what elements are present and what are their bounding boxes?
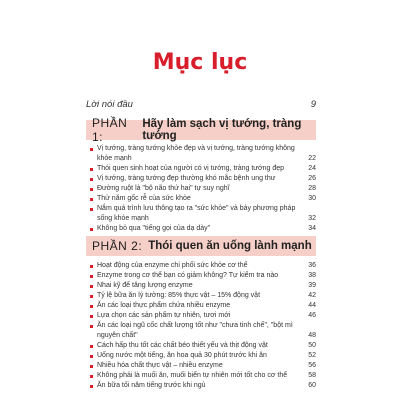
item-page: 46	[308, 312, 316, 319]
item-text: Enzyme trong cơ thể bạn có giảm không? Tự kiểm tra nào	[97, 272, 279, 279]
item-page: 44	[308, 302, 316, 309]
item-page: 58	[308, 372, 316, 379]
list-item	[90, 144, 316, 164]
item-page: 26	[308, 175, 316, 182]
item-page: 52	[308, 352, 316, 359]
part-1-list	[90, 144, 316, 234]
list-item	[90, 301, 316, 311]
list-item	[90, 204, 316, 224]
item-text: Cách hấp thu tốt các chất béo thiết yếu và thịt động vật	[97, 342, 268, 349]
item-page: 36	[308, 262, 316, 269]
list-item	[90, 261, 316, 271]
item-text: Nhiều hóa chất thực vật – nhiều enzyme	[97, 362, 223, 369]
list-item	[90, 174, 316, 184]
item-text: Vị tướng, tràng tướng khỏe đẹp và vị tướng, tràng tướng không khỏe mạnh	[97, 145, 295, 162]
item-text: Uống nước một tiếng, ăn hoa quả 30 phút trước khi ăn	[97, 352, 267, 359]
item-text: Thói quen sinh hoạt của người có vị tướng, tràng tướng đẹp	[97, 165, 284, 172]
intro-page-number: 9	[310, 99, 316, 110]
item-page: 56	[308, 362, 316, 369]
item-text: Vị tướng, tràng tướng đẹp thường khó mắc bệnh ung thư	[97, 175, 276, 182]
item-text: Thử năm gốc rễ của sức khỏe	[97, 195, 191, 202]
item-text: Ăn các loại ngũ cốc chất lượng tốt như "chưa tinh chế", "bột mì nguyên chất"	[97, 322, 293, 339]
toc-intro-entry	[86, 99, 316, 110]
item-text: Không phải là muối ăn, muối biển tự nhiên mới tốt cho cơ thể	[97, 372, 288, 379]
list-item	[90, 291, 316, 301]
list-item	[90, 311, 316, 321]
list-item	[90, 184, 316, 194]
part-1-title: Hãy làm sạch vị tướng, tràng tướng	[142, 118, 302, 142]
item-text: Hoạt động của enzyme chi phối sức khỏe cơ thể	[97, 262, 248, 269]
item-page: 28	[308, 185, 316, 192]
part-1-label: PHẦN 1:	[92, 116, 128, 144]
list-item	[90, 194, 316, 204]
item-page: 32	[308, 215, 316, 222]
item-page: 48	[308, 332, 316, 339]
item-page: 60	[308, 382, 316, 389]
item-page: 42	[308, 292, 316, 299]
item-text: Đường ruột là "bộ não thứ hai" tự suy nghĩ	[97, 185, 230, 192]
part-1-header	[86, 116, 316, 144]
list-item	[90, 351, 316, 361]
part-2-header	[86, 236, 316, 256]
page-title: Mục lục	[152, 50, 248, 75]
list-item	[90, 281, 316, 291]
item-page: 39	[308, 282, 316, 289]
item-page: 34	[308, 225, 316, 232]
item-page: 24	[308, 165, 316, 172]
list-item	[90, 361, 316, 371]
list-item	[90, 224, 316, 234]
part-2-label: PHẦN 2:	[92, 239, 143, 253]
list-item	[90, 164, 316, 174]
item-page: 38	[308, 272, 316, 279]
list-item	[90, 271, 316, 281]
item-text: Tỷ lệ bữa ăn lý tưởng: 85% thực vật – 15% động vật	[97, 292, 261, 299]
list-item	[90, 321, 316, 341]
list-item	[90, 341, 316, 351]
item-text: Lựa chọn các sản phẩm tự nhiên, tươi mới	[97, 312, 231, 319]
item-page: 50	[308, 342, 316, 349]
list-item	[90, 381, 316, 391]
item-page: 22	[308, 155, 316, 162]
item-text: Không bỏ qua "tiếng gọi của dạ dày"	[97, 225, 211, 232]
item-text: Nắm quá trình lưu thông tạo ra "sức khỏe" và bảy phương pháp sống khỏe mạnh	[97, 205, 296, 222]
list-item	[90, 371, 316, 381]
item-page: 30	[308, 195, 316, 202]
part-2-title: Thói quen ăn uống lành mạnh	[148, 240, 312, 252]
item-text: Nhai kỹ để tăng lượng enzyme	[97, 282, 193, 289]
part-2-list	[90, 261, 316, 391]
item-text: Ăn bữa tối năm tiếng trước khi ngủ	[97, 382, 206, 389]
intro-label: Lời nói đầu	[86, 99, 133, 110]
item-text: Ăn các loại thực phẩm chứa nhiều enzyme	[97, 302, 231, 309]
